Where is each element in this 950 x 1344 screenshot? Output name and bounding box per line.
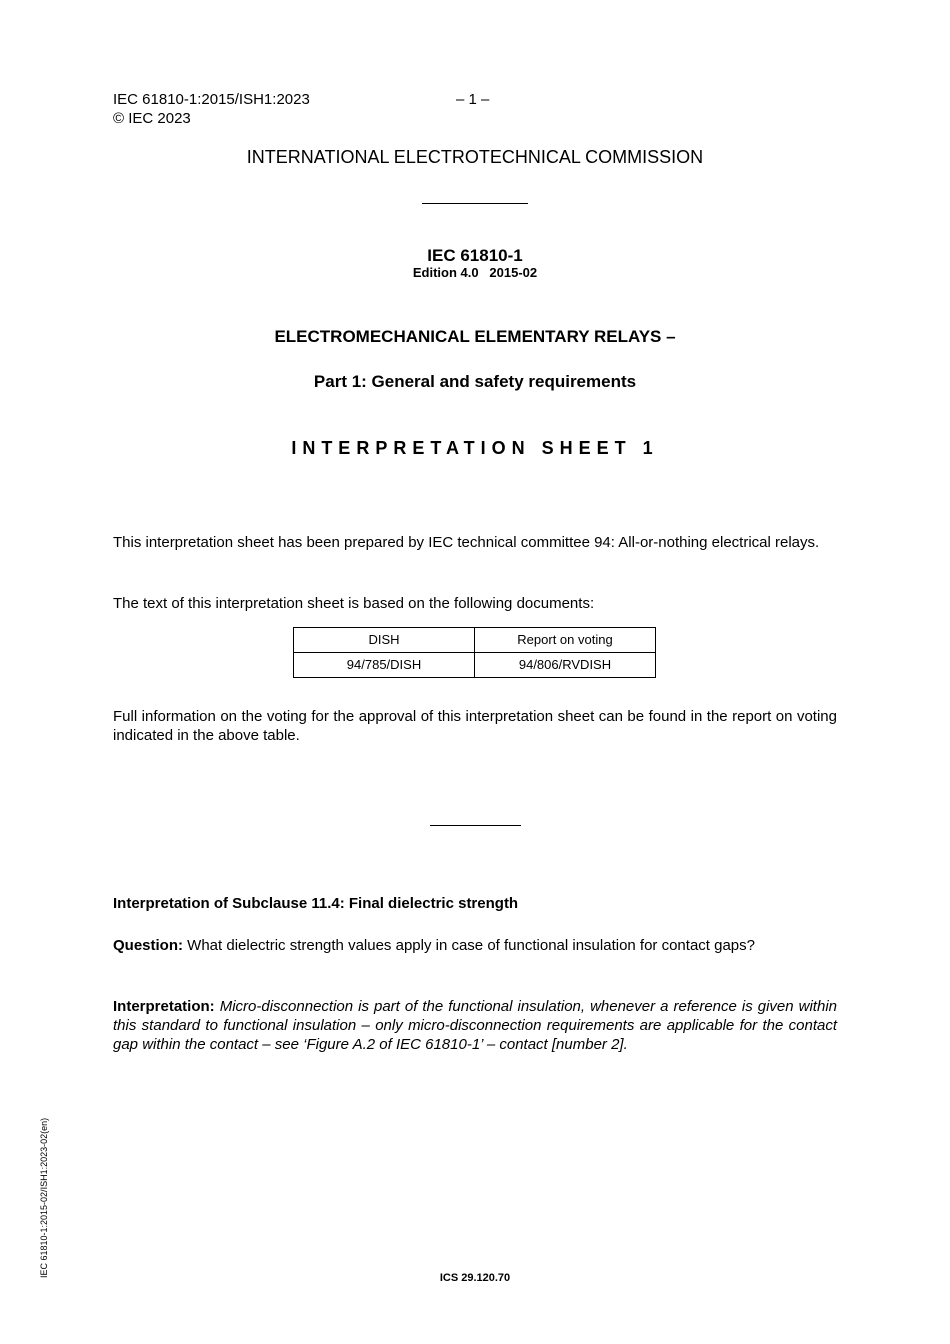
document-reference: IEC 61810-1:2015/ISH1:2023 [113,91,310,108]
copyright-notice: © IEC 2023 [113,110,191,127]
question-label: Question: [113,937,183,954]
question-text: What dielectric strength values apply in case of functional insulation for contact gaps? [187,937,755,954]
table-row [294,653,656,678]
question-paragraph [113,936,837,955]
table-header-cell: DISH [294,628,475,653]
table-cell: 94/806/RVDISH [475,653,656,678]
table-header-row [294,628,656,653]
based-on-paragraph: The text of this interpretation sheet is based on the following documents: [113,595,595,612]
separator-rule [422,203,528,204]
edition-info: Edition 4.0 2015-02 [412,265,538,280]
separator-rule [430,825,521,826]
interpretation-label: Interpretation: [113,998,215,1015]
standard-title: ELECTROMECHANICAL ELEMENTARY RELAYS – [274,327,676,346]
standard-number: IEC 61810-1 [427,246,523,265]
organization-name: INTERNATIONAL ELECTROTECHNICAL COMMISSION [246,147,704,167]
documents-table [293,627,656,678]
prepared-by-paragraph: This interpretation sheet has been prepared by IEC technical committee 94: All-or-nothing electrical relays. [113,534,820,551]
table-header-cell: Report on voting [475,628,656,653]
side-document-reference: IEC 61810-1:2015-02/ISH1:2023-02(en) [39,1117,49,1278]
table-cell: 94/785/DISH [294,653,475,678]
interpretation-heading: Interpretation of Subclause 11.4: Final dielectric strength [113,895,519,912]
ics-code: ICS 29.120.70 [439,1272,511,1284]
interpretation-paragraph [113,997,837,1054]
interpretation-text: Micro-disconnection is part of the functional insulation, whenever a reference is given within this standard to functional insulation – only micro-disconnection requirements are applicable for the contact gap within the contact – see ‘Figure A.2 of IEC 61810-1’ – contact [number 2]. [113,998,837,1053]
interpretation-sheet-title: INTERPRETATION SHEET 1 [291,438,659,458]
page-number: – 1 – [456,91,490,108]
standard-subtitle: Part 1: General and safety requirements [313,372,637,391]
full-information-paragraph: Full information on the voting for the approval of this interpretation sheet can be found in the report on voting indicated in the above table. [113,708,837,744]
